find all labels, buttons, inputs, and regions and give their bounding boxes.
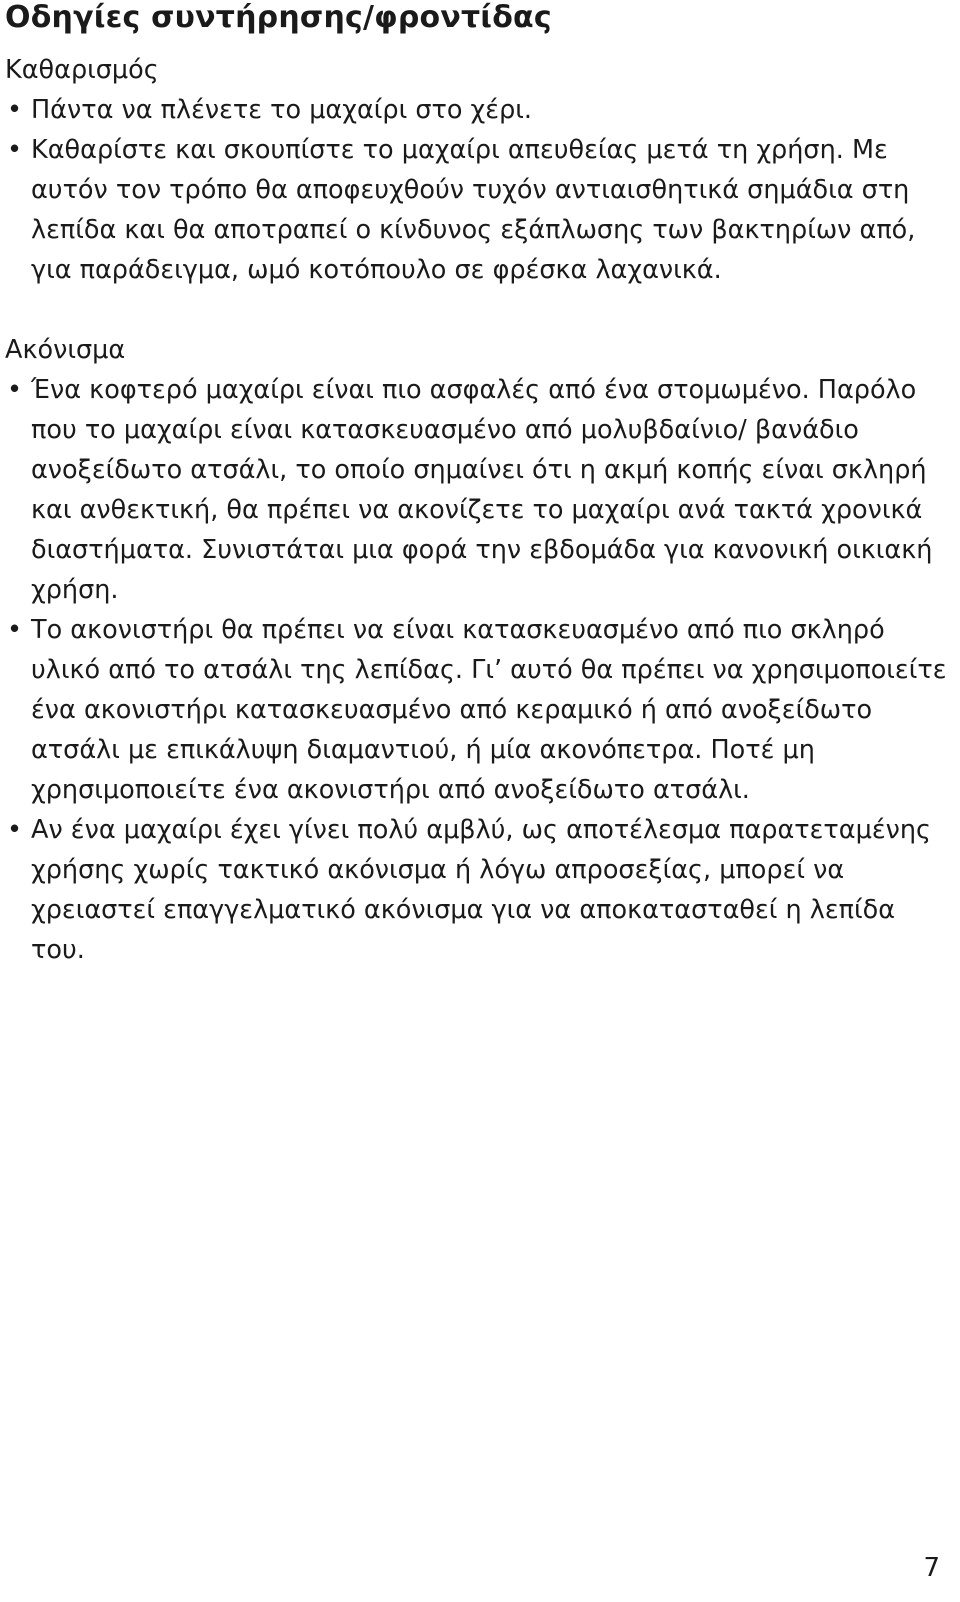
list-item xyxy=(5,370,955,610)
section-heading-cleaning: Καθαρισμός xyxy=(5,55,159,85)
list-item-text: Πάντα να πλένετε το μαχαίρι στο χέρι. xyxy=(31,95,532,125)
list-item xyxy=(5,810,955,970)
list-item xyxy=(5,90,955,130)
bullet-icon: • xyxy=(7,135,23,165)
section-heading-sharpening: Ακόνισμα xyxy=(5,335,126,365)
bullet-icon: • xyxy=(7,375,23,405)
list-item-text: Αν ένα μαχαίρι έχει γίνει πολύ αμβλύ, ως αποτέλεσμα παρατεταμένης χρήσης χωρίς τακτικό ακόνισμα ή λόγω απροσεξίας, μπορεί να χρειαστεί επαγγελματικό ακόνισμα για να αποκατασταθεί η λεπίδα του. xyxy=(31,815,931,965)
list-item-text: Ένα κοφτερό μαχαίρι είναι πιο ασφαλές από ένα στομωμένο. Παρόλο που το μαχαίρι είναι κατασκευασμένο από μολυβδαίνιο/ βανάδιο ανοξείδωτο ατσάλι, το οποίο σημαίνει ότι η ακμή κοπής είναι σκληρή και ανθεκτική, θα πρέπει να ακονίζετε το μαχαίρι ανά τακτά χρονικά διαστήματα. Συνιστάται μια φορά την εβδομάδα για κανονική οικιακή χρήση. xyxy=(31,375,933,605)
section-sharpening xyxy=(5,330,955,970)
list-item-text: Το ακονιστήρι θα πρέπει να είναι κατασκευασμένο από πιο σκληρό υλικό από το ατσάλι της λεπίδας. Γι’ αυτό θα πρέπει να χρησιμοποιείτε ένα ακονιστήρι κατασκευασμένο από κεραμικό ή από ανοξείδωτο ατσάλι με επικάλυψη διαμαντιού, ή μία ακονόπετρα. Ποτέ μη χρησιμοποιείτε ένα ακονιστήρι από ανοξείδωτο ατσάλι. xyxy=(31,615,947,805)
list-item xyxy=(5,610,955,810)
page-title: Οδηγίες συντήρησης/φροντίδας xyxy=(5,0,552,35)
bullet-icon: • xyxy=(7,95,23,125)
bullet-icon: • xyxy=(7,615,23,645)
list-item xyxy=(5,130,955,290)
list-item-text: Καθαρίστε και σκουπίστε το μαχαίρι απευθείας μετά τη χρήση. Με αυτόν τον τρόπο θα αποφευχθούν τυχόν αντιαισθητικά σημάδια στη λεπίδα και θα αποτραπεί ο κίνδυνος εξάπλωσης των βακτηρίων από, για παράδειγμα, ωμό κοτόπουλο σε φρέσκα λαχανικά. xyxy=(31,135,916,285)
cleaning-list xyxy=(5,90,955,290)
page-content xyxy=(5,0,955,970)
sharpening-list xyxy=(5,370,955,970)
section-cleaning xyxy=(5,50,955,290)
bullet-icon: • xyxy=(7,815,23,845)
page-number: 7 xyxy=(923,1553,940,1583)
